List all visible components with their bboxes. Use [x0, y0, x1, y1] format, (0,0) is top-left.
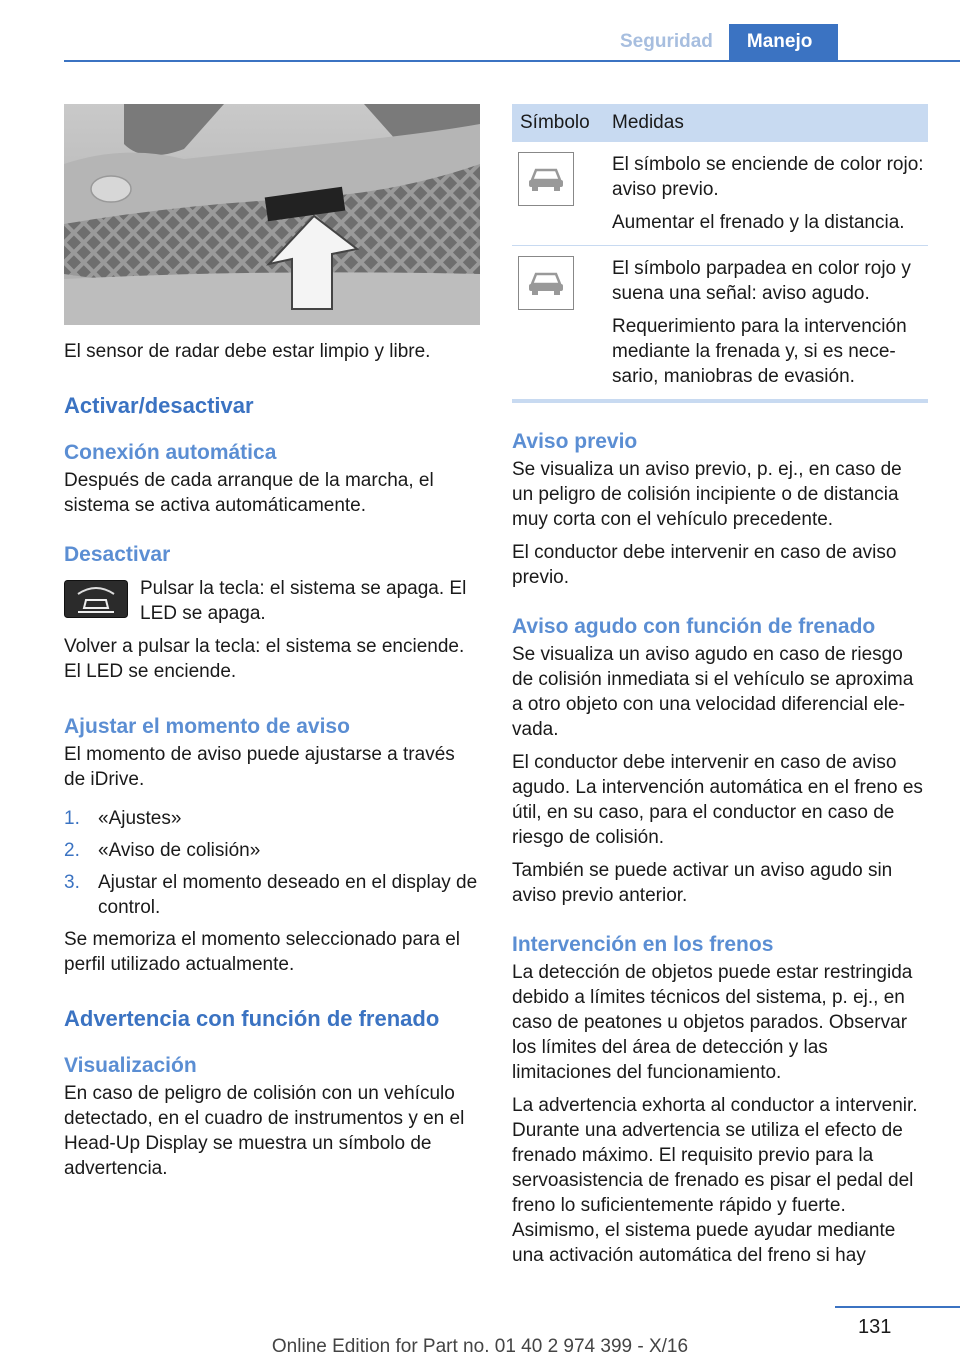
- table-row: [512, 246, 928, 402]
- list-item: 3. Ajustar el momento deseado en el display de control.: [64, 872, 478, 918]
- photo-caption: El sensor de radar debe estar limpio y libre.: [64, 341, 431, 362]
- edition-footer: Online Edition for Part no. 01 40 2 974 399 - X/16: [271, 1336, 689, 1357]
- col-header-measures: Medidas: [612, 104, 928, 142]
- car-warning-flashing-icon: [518, 256, 574, 310]
- text-conexion: Después de cada arranque de la marcha, el sistema se activa automáticamente.: [64, 470, 434, 516]
- text-intervencion-1: La detección de objetos puede estar restringida debido a límites técnicos del sistema, p. ej., en caso de peatones u objetos parados. Observar los límites del área de detección y las limitaciones del funcionamiento.: [512, 962, 913, 1083]
- text-aviso-agudo-3: También se puede activar un aviso agudo sin aviso previo anterior.: [512, 860, 893, 906]
- heading-aviso-previo: Aviso previo: [512, 430, 638, 453]
- row2-text-2: Requerimiento para la intervención mediante la frenada y, si es necesario, maniobras de evasión.: [612, 316, 907, 387]
- radar-sensor-photo: [64, 104, 480, 325]
- heading-activar-desactivar: Activar/desactivar: [64, 393, 254, 418]
- list-item: 2. «Aviso de colisión»: [64, 840, 261, 861]
- right-column: [512, 104, 928, 1268]
- text-aviso-previo-2: El conductor debe intervenir en caso de aviso previo.: [512, 542, 897, 588]
- page-number: 131: [858, 1316, 892, 1338]
- table-row: [512, 142, 928, 246]
- heading-visualizacion: Visualización: [64, 1054, 197, 1077]
- heading-conexion-automatica: Conexión automática: [64, 441, 277, 464]
- row2-text-1: El símbolo parpadea en color rojo y suena una señal: aviso agudo.: [612, 258, 911, 304]
- footer-rule: [835, 1306, 960, 1308]
- tab-manejo[interactable]: Manejo: [729, 24, 838, 60]
- heading-ajustar-momento: Ajustar el momento de aviso: [64, 715, 350, 738]
- text-memoriza: Se memoriza el momento seleccionado para el perfil utilizado actualmente.: [64, 929, 461, 975]
- section-header: [604, 24, 838, 60]
- steps-list: [64, 806, 480, 920]
- heading-desactivar: Desactivar: [64, 543, 171, 566]
- tab-seguridad[interactable]: Seguridad: [604, 24, 729, 60]
- text-visualizacion: En caso de peligro de colisión con un vehículo detectado, en el cuadro de instrumentos y en el Head-Up Display se muestra un símbolo de advertencia.: [64, 1083, 465, 1179]
- list-item: 1. «Ajustes»: [64, 808, 182, 829]
- text-desactivar-1: Pulsar la tecla: el sistema se apaga. El LED se apaga.: [140, 578, 467, 624]
- car-warning-red-icon: [518, 152, 574, 206]
- heading-intervencion-frenos: Intervención en los frenos: [512, 933, 774, 956]
- collision-warning-button-icon: [64, 580, 128, 618]
- text-ajustar: El momento de aviso puede ajustarse a través de iDrive.: [64, 744, 455, 790]
- heading-advertencia-frenado: Advertencia con función de frenado: [64, 1006, 440, 1031]
- row1-text-1: El símbolo se enciende de color rojo: aviso previo.: [612, 154, 924, 200]
- text-aviso-agudo-2: El conductor debe intervenir en caso de aviso agudo. La intervención automática en el freno es útil, en su caso, para el conductor en caso de riesgo de colisión.: [512, 752, 923, 848]
- heading-aviso-agudo: Aviso agudo con función de frenado: [512, 615, 876, 638]
- left-column: [64, 104, 480, 1181]
- text-aviso-previo-1: Se visualiza un aviso previo, p. ej., en caso de un peligro de colisión incipiente o de distancia muy corta con el vehículo precedente.: [512, 459, 902, 530]
- symbol-table: [512, 104, 928, 403]
- text-intervencion-2: La advertencia exhorta al conductor a intervenir. Durante una advertencia se utiliza el efecto de frenado máximo. El requisito previo para la servoasistencia de frenado es pisar el pedal del freno lo suficientemente rápido y fuerte. Asimismo, el sistema puede ayudar mediante una activación automática del freno si hay: [512, 1095, 918, 1266]
- text-aviso-agudo-1: Se visualiza un aviso agudo en caso de riesgo de colisión inmediata si el vehículo se aproxima a otro objeto con una velocidad diferencial elevada.: [512, 644, 914, 740]
- desactivar-row: [64, 576, 480, 626]
- row1-text-2: Aumentar el frenado y la distancia.: [612, 212, 905, 233]
- col-header-symbol: Símbolo: [512, 104, 612, 142]
- header-rule: [64, 60, 960, 62]
- text-desactivar-2: Volver a pulsar la tecla: el sistema se enciende. El LED se enciende.: [64, 636, 465, 682]
- table-header: [512, 104, 928, 142]
